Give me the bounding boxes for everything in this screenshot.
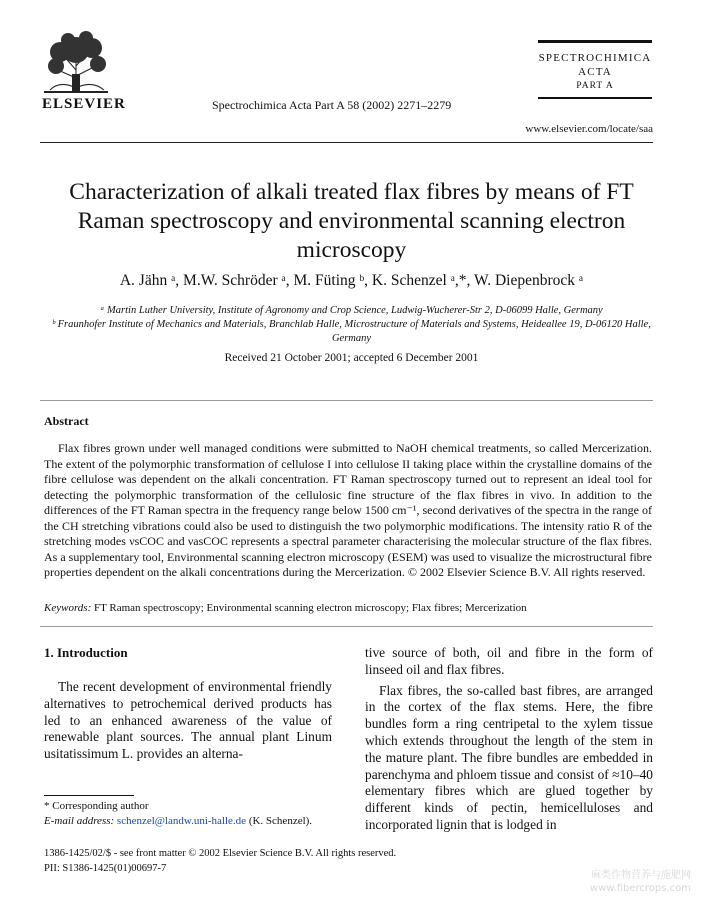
journal-url[interactable]: www.elsevier.com/locate/saa xyxy=(525,123,653,135)
author-list: A. Jähn ᵃ, M.W. Schröder ᵃ, M. Füting ᵇ, K. Schenzel ᵃ,*, W. Diepenbrock ᵃ xyxy=(119,272,584,289)
intro-paragraph-1-continued: tive source of both, oil and fibre in the form of linseed oil and flax fibres. xyxy=(365,645,653,677)
keywords-label: Keywords: xyxy=(44,602,92,614)
keywords xyxy=(44,602,652,614)
intro-paragraph-2: Flax fibres, the so-called bast fibres, are arranged in the cortex of the flax stems. Here, the fibre bundles form a ring centripetal to the xylem tissue which extends throughout the length of the stem in the mature plant. The fibre bundles are embedded in parenchyma and phloem tissue and consist of ≈10–40 elementary fibres which are glued together by different kinds of pectin, hemicelluloses and incorporated lignin that is lodged in xyxy=(365,682,653,832)
header-divider xyxy=(40,142,653,143)
watermark xyxy=(590,869,691,895)
watermark-line2: www.fibercrops.com xyxy=(589,883,691,894)
affiliation-b: ᵇ Fraunhofer Institute of Mechanics and Materials, Branchlab Halle, Microstructure of Materials and Systems, Heideallee 19, D-06120 Halle, Germany xyxy=(52,319,651,344)
journal-name-line2: ACTA xyxy=(578,66,612,78)
copyright-block xyxy=(44,846,396,876)
paper-title: Characterization of alkali treated flax fibres by means of FT Raman spectroscopy and environmental scanning electron microscopy xyxy=(69,179,634,263)
pii-line: PII: S1386-1425(01)00697-7 xyxy=(44,863,167,874)
abstract-heading: Abstract xyxy=(44,414,89,428)
left-column xyxy=(44,645,332,763)
email-link[interactable]: schenzel@landw.uni-halle.de xyxy=(116,815,247,827)
received-dates: Received 21 October 2001; accepted 6 December 2001 xyxy=(224,352,479,364)
section-heading-introduction: 1. Introduction xyxy=(44,645,128,660)
corresponding-author-note: * Corresponding author xyxy=(44,800,149,812)
intro-paragraph-1: The recent development of environmental friendly alternatives to petrochemical derived products has led to an enhanced awareness of the value of renewable plant sources. The annual plant Linum usitatissimum L. provides an alterna- xyxy=(44,679,332,762)
affiliations xyxy=(40,304,663,346)
abstract-top-divider xyxy=(40,400,653,401)
email-label: E-mail address: xyxy=(44,815,117,827)
email-suffix: (K. Schenzel). xyxy=(246,815,313,827)
abstract-bottom-divider xyxy=(40,626,653,627)
journal-box xyxy=(538,40,652,99)
journal-name-line1: SPECTROCHIMICA xyxy=(538,52,652,64)
footnote xyxy=(44,799,344,829)
affiliation-a: ᵃ Martin Luther University, Institute of Agronomy and Crop Science, Ludwig-Wucherer-Str 2, D-06099 Halle, Germany xyxy=(100,305,603,316)
copyright-line: 1386-1425/02/$ - see front matter © 2002 Elsevier Science B.V. All rights reserved. xyxy=(44,848,397,859)
footnote-divider xyxy=(44,795,134,796)
publisher-name: ELSEVIER xyxy=(42,96,126,112)
journal-part: PART A xyxy=(576,81,614,91)
journal-citation: Spectrochimica Acta Part A 58 (2002) 2271–2279 xyxy=(212,98,452,112)
abstract-body: Flax fibres grown under well managed conditions were submitted to NaOH chemical treatments, so called Mercerization. The extent of the polymorphic transformation of cellulose I into cellulose II taking place within the crystalline domains of the fibre cellulose was dependent on the alkali concentration. FT Raman spectroscopy turned out to represent an ideal tool for detecting the polymorphic transformation of the cellulosic fine structure of the flax fibres in vivo. In addition to the differences of the FT Raman spectra in the frequency range below 1500 cm⁻¹, second derivatives of the spectra in the range of the CH stretching vibrations could also be used to distinguish the two polymorphic modifications. The intensity ratio R of the stretching modes νsCOC and νasCOC represents a spectral parameter characterising the molecular structure of the flax fibres. As a supplementary tool, Environmental scanning electron microscopy (ESEM) was used to visualize the microstructural fibre properties dependent on the alkali concentrations during the Mercerization. © 2002 Elsevier Science B.V. All rights reserved. xyxy=(44,441,652,579)
watermark-line1: 麻类作物营养与施肥网 xyxy=(591,870,691,881)
right-column xyxy=(365,645,653,834)
keywords-list: FT Raman spectroscopy; Environmental scanning electron microscopy; Flax fibres; Mercerization xyxy=(91,602,527,614)
